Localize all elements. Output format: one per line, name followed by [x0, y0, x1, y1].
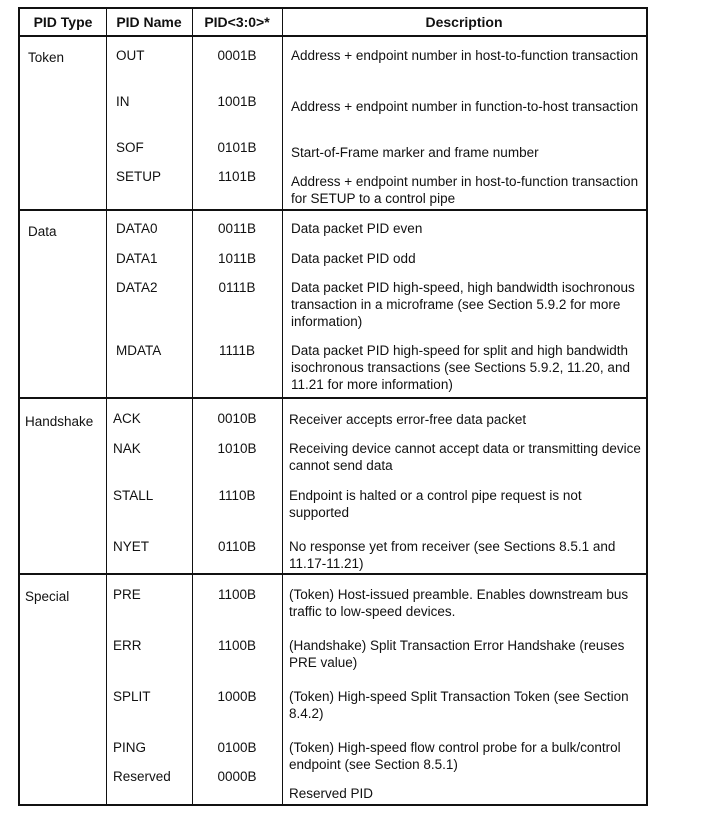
pid-type-data: Data [28, 224, 57, 239]
pid-name: SPLIT [113, 689, 151, 704]
pid-description: Start-of-Frame marker and frame number [291, 145, 539, 160]
pid-description: Data packet PID odd [291, 251, 416, 266]
group-divider [20, 397, 646, 399]
pid-value: 1110B [218, 488, 256, 503]
pid-name: DATA1 [116, 251, 158, 266]
group-divider [20, 209, 646, 211]
pid-value: 0110B [217, 539, 257, 554]
pid-name: NAK [113, 441, 141, 456]
pid-name: ACK [113, 411, 141, 426]
pid-value: 0100B [217, 740, 257, 755]
column-divider [106, 9, 107, 804]
pid-description: Endpoint is halted or a control pipe request is not supported [289, 488, 582, 520]
pid-description: No response yet from receiver (see Sections 8.5.1 and 11.17-11.21) [289, 539, 616, 571]
pid-name: Reserved [113, 769, 171, 784]
pid-table [18, 7, 648, 806]
group-divider [20, 573, 646, 575]
pid-value: 1100B [217, 638, 257, 653]
pid-name: ERR [113, 638, 142, 653]
pid-value: 1101B [217, 169, 257, 184]
pid-name: PRE [113, 587, 141, 602]
pid-name: DATA0 [116, 221, 158, 236]
pid-name: PING [113, 740, 147, 755]
pid-value: 1000B [217, 689, 257, 704]
pid-name: DATA2 [116, 280, 158, 295]
pid-value: 1001B [217, 94, 257, 109]
table-header [20, 9, 646, 37]
pid-description: (Token) Host-issued preamble. Enables downstream bus traffic to low-speed devices. [289, 587, 629, 619]
pid-description: (Token) High-speed flow control probe for a bulk/control endpoint (see Section 8.5.1) [289, 740, 621, 772]
header-pid-type: PID Type [33, 14, 93, 30]
pid-name: SETUP [116, 169, 162, 184]
pid-name: OUT [116, 48, 145, 63]
header-pid-name: PID Name [116, 14, 182, 30]
column-divider [192, 9, 193, 804]
pid-value: 1010B [217, 441, 257, 456]
pid-description: Receiver accepts error-free data packet [289, 412, 527, 427]
pid-name: SOF [116, 140, 144, 155]
pid-description: Reserved PID [289, 786, 374, 801]
pid-value: 1100B [217, 587, 257, 602]
pid-description: (Handshake) Split Transaction Error Handshake (reuses PRE value) [289, 638, 625, 670]
pid-value: 0010B [217, 411, 257, 426]
pid-value: 0101B [217, 140, 257, 155]
pid-name: NYET [113, 539, 150, 554]
pid-value: 0111B [218, 280, 256, 295]
pid-type-special: Special [25, 589, 70, 604]
pid-value: 0001B [217, 48, 257, 63]
pid-description: Data packet PID high-speed for split and high bandwidth isochronous transactions (see Sections 5.9.2, 11.20, and 11.21 for more information) [291, 343, 630, 392]
pid-description: Data packet PID even [291, 221, 423, 236]
pid-value: 1011B [217, 251, 257, 266]
pid-type-token: Token [28, 50, 65, 65]
pid-description: Address + endpoint number in host-to-function transaction [291, 48, 639, 63]
pid-value: 0011B [217, 221, 257, 236]
pid-value: 1111B [218, 343, 256, 358]
pid-type-handshake: Handshake [25, 414, 94, 429]
pid-name: IN [116, 94, 130, 109]
pid-description: (Token) High-speed Split Transaction Token (see Section 8.4.2) [289, 689, 629, 721]
column-divider [282, 9, 283, 804]
pid-description: Data packet PID high-speed, high bandwidth isochronous transaction in a microframe (see Section 5.9.2 for more information) [291, 280, 635, 329]
pid-value: 0000B [217, 769, 257, 784]
pid-name: STALL [113, 488, 154, 503]
pid-name: MDATA [116, 343, 162, 358]
header-pid-bits: PID<3:0>* [204, 14, 270, 30]
pid-description: Address + endpoint number in host-to-function transaction for SETUP to a control pipe [291, 174, 639, 206]
pid-description: Receiving device cannot accept data or transmitting device cannot send data [289, 441, 641, 473]
header-description: Description [425, 14, 503, 30]
pid-description: Address + endpoint number in function-to-host transaction [291, 99, 639, 114]
